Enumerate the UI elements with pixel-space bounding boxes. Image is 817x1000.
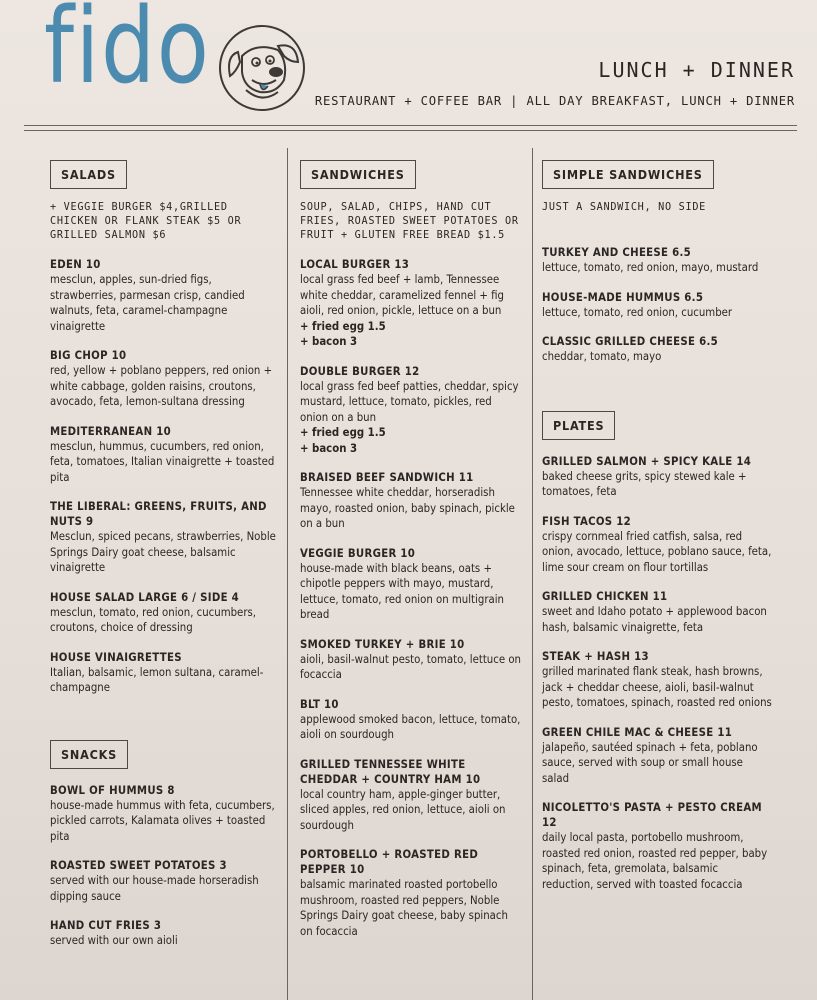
menu-item — [300, 757, 522, 834]
menu-item-name: NICOLETTO'S PASTA + PESTO CREAM 12 — [542, 801, 762, 829]
menu-item — [542, 649, 772, 711]
menu-item-desc: local grass fed beef patties, cheddar, spicy mustard, lettuce, tomato, pickles, red onion on a bun — [300, 379, 519, 424]
menu-item-name: BOWL OF HUMMUS 8 — [50, 783, 175, 797]
menu-item — [50, 424, 278, 486]
salads-addon-note: + VEGGIE BURGER $4,GRILLED CHICKEN OR FLANK STEAK $5 OR GRILLED SALMON $6 — [50, 202, 242, 241]
menu-item-name: VEGGIE BURGER 10 — [300, 546, 416, 560]
menu-item — [50, 499, 278, 576]
menu-item — [542, 454, 772, 500]
menu-item — [300, 364, 522, 457]
menu-item-name: MEDITERRANEAN 10 — [50, 424, 171, 438]
menu-item-name: STEAK + HASH 13 — [542, 650, 649, 663]
menu-item-name: GRILLED SALMON + SPICY KALE 14 — [542, 454, 752, 468]
menu-item-desc: Mesclun, spiced pecans, strawberries, Noble Springs Dairy goat cheese, balsamic vinaigrette — [50, 530, 276, 574]
simple-sandwiches-list — [542, 245, 772, 365]
menu-item-name: THE LIBERAL: GREENS, FRUITS, AND NUTS 9 — [50, 500, 267, 528]
menu-item-addon: + bacon 3 — [300, 335, 358, 348]
menu-item — [542, 589, 772, 635]
menu-item-name: TURKEY AND CHEESE 6.5 — [542, 246, 692, 259]
menu-item-name: GREEN CHILE MAC & CHEESE 11 — [542, 725, 733, 739]
fido-logo: fido — [44, 0, 211, 107]
menu-item-desc: baked cheese grits, spicy stewed kale + tomatoes, feta — [542, 469, 747, 498]
salads-list — [50, 257, 278, 696]
menu-item — [542, 800, 772, 892]
menu-item-desc: local country ham, apple-ginger butter, sliced apples, red onion, lettuce, aioli on sourdough — [300, 787, 506, 832]
simple-sandwiches-note: JUST A SANDWICH, NO SIDE — [542, 202, 707, 213]
menu-item-name: BLT 10 — [300, 697, 339, 711]
menu-item-desc: aioli, basil-walnut pesto, tomato, lettuce on focaccia — [300, 652, 521, 681]
menu-item — [50, 858, 278, 904]
menu-item-name: DOUBLE BURGER 12 — [300, 364, 420, 378]
menu-item-name: FISH TACOS 12 — [542, 514, 632, 528]
snacks-list — [50, 783, 278, 949]
menu-item-desc: Tennessee white cheddar, horseradish mayo, roasted onion, baby spinach, pickle on a bun — [300, 486, 515, 530]
menu-item — [542, 334, 772, 365]
menu-item-desc: cheddar, tomato, mayo — [542, 350, 662, 363]
menu-item — [542, 290, 772, 321]
menu-item — [50, 650, 278, 696]
column-simple-sandwiches-plates — [542, 160, 772, 892]
menu-item-addon: + bacon 3 — [300, 441, 358, 455]
menu-item-desc: lettuce, tomato, red onion, mayo, mustard — [542, 261, 759, 274]
section-heading-sandwiches: SANDWICHES — [300, 160, 416, 189]
menu-item-name: LOCAL BURGER 13 — [300, 258, 410, 271]
menu-item-name: EDEN 10 — [50, 258, 101, 271]
section-heading-salads: SALADS — [50, 160, 127, 189]
menu-item-name: HOUSE SALAD LARGE 6 / SIDE 4 — [50, 590, 240, 604]
menu-item-desc: red, yellow + poblano peppers, red onion + white cabbage, golden raisins, croutons, avocado, feta, lemon-sultana dressing — [50, 364, 273, 408]
menu-item — [50, 257, 278, 334]
menu-item-addon: + fried egg 1.5 — [300, 426, 386, 439]
menu-item-addon: + fried egg 1.5 — [300, 319, 386, 333]
menu-item-name: HOUSE-MADE HUMMUS 6.5 — [542, 290, 704, 304]
dog-logo-icon — [212, 22, 312, 112]
menu-item-desc: Italian, balsamic, lemon sultana, caramel-champagne — [50, 665, 264, 694]
menu-item-desc: house-made with black beans, oats + chipotle peppers with mayo, mustard, lettuce, tomato, red onion on multigrain bread — [300, 561, 504, 621]
column-divider-right — [532, 148, 533, 1000]
column-salads-snacks — [50, 160, 278, 949]
menu-item-name: PORTOBELLO + ROASTED RED PEPPER 10 — [300, 848, 479, 876]
menu-item-desc: local grass fed beef + lamb, Tennessee white cheddar, caramelized fennel + fig aioli, red onion, pickle, lettuce on a bun — [300, 273, 505, 317]
menu-item-desc: mesclun, hummus, cucumbers, red onion, feta, tomatoes, Italian vinaigrette + toasted pita — [50, 439, 275, 484]
menu-item — [300, 697, 522, 743]
menu-item — [300, 257, 522, 350]
menu-item — [50, 783, 278, 845]
menu-item-name: BIG CHOP 10 — [50, 349, 127, 362]
menu-item-desc: grilled marinated flank steak, hash browns, jack + cheddar cheese, aioli, basil-walnut pesto, tomatoes, spinach, roasted red onions — [542, 665, 772, 709]
menu-item-desc: lettuce, tomato, red onion, cucumber — [542, 305, 733, 319]
menu-item-name: HOUSE VINAIGRETTES — [50, 650, 182, 664]
menu-item-name: SMOKED TURKEY + BRIE 10 — [300, 637, 465, 651]
menu-item-desc: crispy cornmeal fried catfish, salsa, red onion, avocado, lettuce, poblano sauce, feta, lime sour cream on flour tortillas — [542, 529, 772, 574]
menu-item-desc: mesclun, tomato, red onion, cucumbers, croutons, choice of dressing — [50, 605, 257, 634]
menu-item — [300, 847, 522, 939]
menu-item-desc: daily local pasta, portobello mushroom, roasted red onion, roasted red pepper, baby spinach, feta, gremolata, balsamic reduction, served with toasted focaccia — [542, 831, 768, 891]
menu-item — [542, 725, 772, 787]
menu-subtitle: RESTAURANT + COFFEE BAR | ALL DAY BREAKFAST, LUNCH + DINNER — [314, 94, 795, 108]
header-rule — [24, 125, 797, 126]
menu-item-desc: mesclun, apples, sun-dried figs, strawberries, parmesan crisp, candied walnuts, feta, caramel-champagne vinaigrette — [50, 273, 245, 333]
column-divider-left — [287, 148, 288, 1000]
menu-item — [50, 348, 278, 410]
menu-item-desc: balsamic marinated roasted portobello mushroom, roasted red peppers, Noble Springs Dairy goat cheese, baby spinach on focaccia — [300, 878, 508, 938]
menu-item-desc: served with our house-made horseradish dipping sauce — [50, 874, 259, 903]
header-rule-secondary — [24, 130, 797, 131]
menu-item — [50, 590, 278, 636]
menu-item-name: CLASSIC GRILLED CHEESE 6.5 — [542, 335, 718, 348]
sandwiches-list — [300, 257, 522, 939]
menu-item — [542, 245, 772, 276]
section-heading-plates: PLATES — [542, 411, 615, 440]
menu-item-desc: applewood smoked bacon, lettuce, tomato, aioli on sourdough — [300, 712, 521, 741]
menu-item-name: BRAISED BEEF SANDWICH 11 — [300, 471, 474, 484]
menu-item-desc: sweet and Idaho potato + applewood bacon hash, balsamic vinaigrette, feta — [542, 605, 767, 634]
menu-item-desc: house-made hummus with feta, cucumbers, pickled carrots, Kalamata olives + toasted pita — [50, 798, 275, 843]
menu-item-name: ROASTED SWEET POTATOES 3 — [50, 859, 227, 872]
menu-item-name: GRILLED TENNESSEE WHITE CHEDDAR + COUNTRY HAM 10 — [300, 757, 481, 786]
plates-list — [542, 454, 772, 893]
menu-item — [50, 918, 278, 949]
menu-item-name: HAND CUT FRIES 3 — [50, 919, 162, 932]
menu-title: LUNCH + DINNER — [598, 58, 795, 82]
menu-item-desc: jalapeño, sautéed spinach + feta, poblano sauce, served with soup or small house salad — [542, 740, 758, 785]
column-sandwiches — [300, 160, 522, 939]
menu-item-desc: served with our own aioli — [50, 934, 178, 947]
menu-item — [300, 637, 522, 683]
sandwiches-sides-note: SOUP, SALAD, CHIPS, HAND CUT FRIES, ROASTED SWEET POTATOES OR FRUIT + GLUTEN FREE BREAD $1.5 — [300, 202, 519, 241]
section-heading-snacks: SNACKS — [50, 740, 128, 769]
menu-item-name: GRILLED CHICKEN 11 — [542, 590, 668, 603]
menu-item — [300, 546, 522, 623]
menu-item — [542, 514, 772, 576]
section-heading-simple-sandwiches: SIMPLE SANDWICHES — [542, 160, 714, 189]
menu-item — [300, 470, 522, 532]
